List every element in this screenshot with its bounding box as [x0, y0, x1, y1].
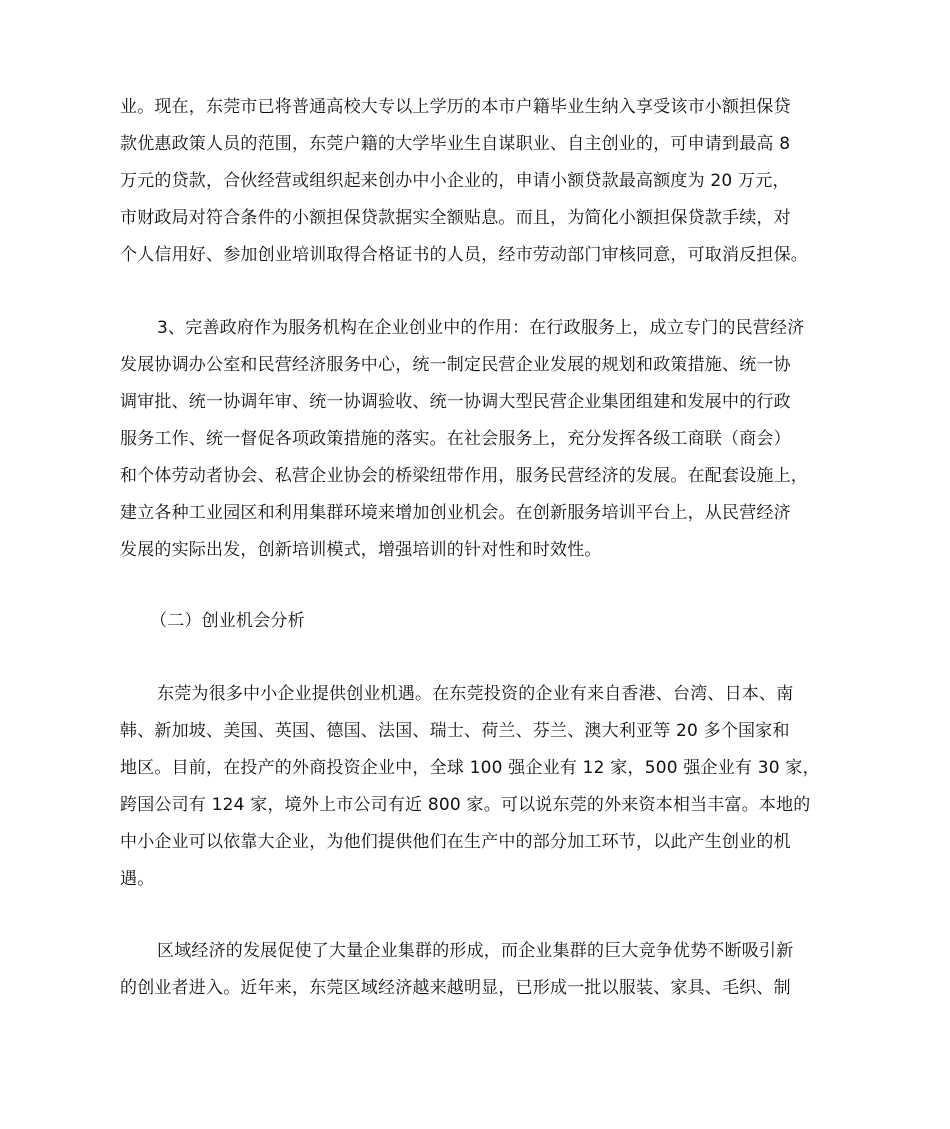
- text-line: 市财政局对符合条件的小额担保贷款据实全额贴息。而且，为简化小额担保贷款手续，对: [120, 208, 791, 228]
- text-line: 建立各种工业园区和利用集群环境来增加创业机会。在创新服务培训平台上，从民营经济: [120, 503, 791, 523]
- text-line: 东莞为很多中小企业提供创业机遇。在东莞投资的企业有来自香港、台湾、日本、南: [157, 684, 794, 704]
- text-line: 款优惠政策人员的范围，东莞户籍的大学毕业生自谋职业、自主创业的，可申请到最高 8: [120, 134, 791, 154]
- text-line: 3、完善政府作为服务机构在企业创业中的作用：在行政服务上，成立专门的民营经济: [157, 318, 805, 338]
- text-line: 调审批、统一协调年审、统一协调验收、统一协调大型民营企业集团组建和发展中的行政: [120, 392, 791, 412]
- text-line: 和个体劳动者协会、私营企业协会的桥梁纽带作用，服务民营经济的发展。在配套设施上，: [120, 466, 808, 486]
- text-line: 中小企业可以依靠大企业，为他们提供他们在生产中的部分加工环节，以此产生创业的机: [120, 832, 791, 852]
- text-line: 跨国公司有 124 家，境外上市公司有近 800 家。可以说东莞的外来资本相当丰富。本地的: [120, 795, 811, 815]
- text-line: 个人信用好、参加创业培训取得合格证书的人员，经市劳动部门审核同意，可取消反担保。: [120, 245, 808, 265]
- text-line: 服务工作、统一督促各项政策措施的落实。在社会服务上，充分发挥各级工商联（商会）: [120, 429, 791, 449]
- text-line: 发展的实际出发，创新培训模式，增强培训的针对性和时效性。: [120, 540, 602, 560]
- text-line: 万元的贷款，合伙经营或组织起来创办中小企业的，申请小额贷款最高额度为 20 万元，: [120, 171, 790, 191]
- text-line: 韩、新加坡、美国、英国、德国、法国、瑞士、荷兰、芬兰、澳大利亚等 20 多个国家和: [120, 721, 790, 741]
- text-line: 地区。目前，在投产的外商投资企业中，全球 100 强企业有 12 家，500 强企业有 30 家，: [120, 758, 820, 778]
- text-line: 的创业者进入。近年来，东莞区域经济越来越明显，已形成一批以服装、家具、毛织、制: [120, 978, 791, 998]
- text-line: 发展协调办公室和民营经济服务中心，统一制定民营企业发展的规划和政策措施、统一协: [120, 355, 791, 375]
- text-line: 业。现在，东莞市已将普通高校大专以上学历的本市户籍毕业生纳入享受该市小额担保贷: [120, 97, 791, 117]
- text-line: 区域经济的发展促使了大量企业集群的形成，而企业集群的巨大竞争优势不断吸引新: [157, 941, 794, 961]
- text-line: 遇。: [120, 869, 155, 889]
- section-heading: （二）创业机会分析: [150, 611, 305, 631]
